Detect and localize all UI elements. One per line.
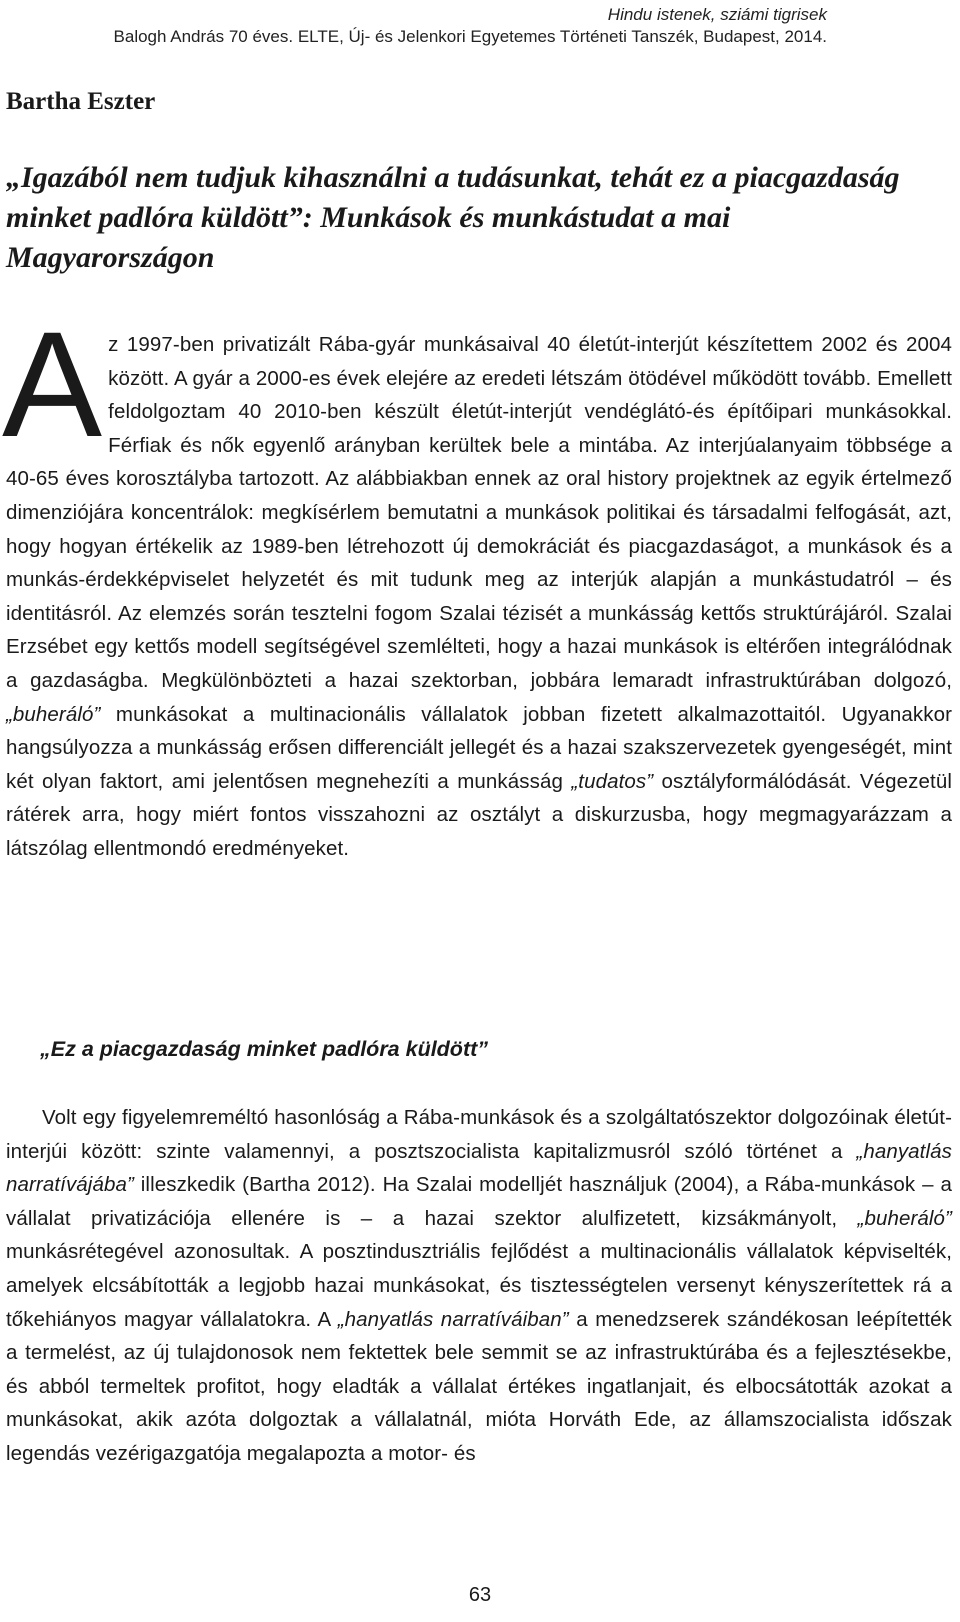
intro-text-1: z 1997-ben privatizált Rába-gyár munkásaival 40 életút-interjút készítettem 2002 és 2004 között. A gyár a 2000-es évek elejére az eredeti létszám ötödével működött tovább. <box>108 333 952 390</box>
running-header <box>27 4 827 48</box>
section-heading: „Ez a piacgazdaság minket padlóra küldött” <box>40 1037 489 1061</box>
page-number: 63 <box>468 1584 492 1606</box>
author-name: Bartha Eszter <box>6 88 156 115</box>
intro-italic-2: „tudatos” <box>571 769 654 793</box>
para-text-3: munkásrétegével azonosultak. A posztindusztriális fejlődést a multinacionális vállalatok képviselték, amelyek elcsábították a legjobb hazai munkásokat, és tisztességtelen versenyt kényszerítettek rá a tőkehiányos magyar vállalatokra. A <box>6 1240 952 1331</box>
para-italic-3: „hanyatlás narratíváiban” <box>337 1307 569 1331</box>
drop-cap: A <box>2 300 103 468</box>
section-paragraph <box>6 1101 952 1471</box>
article-title: „Igazából nem tudjuk kihasználni a tudásunkat, tehát ez a piacgazdaság minket padlóra küldött”: Munkások és munkástudat a mai Magyarországon <box>6 161 900 274</box>
intro-paragraph <box>2 300 952 866</box>
para-text-1: Volt egy figyelemreméltó hasonlóság a Rába-munkások és a szolgáltatószektor dolgozóinak életút-interjúi között: szinte valamennyi, a posztszocialista kapitalizmusról szóló történet a <box>6 1106 952 1163</box>
para-italic-2: „buherálό” <box>857 1206 952 1230</box>
header-publication-info: Balogh András 70 éves. ELTE, Új- és Jelenkori Egyetemes Történeti Tanszék, Budapest, 2014. <box>113 27 827 46</box>
intro-italic-1: „buherálό” <box>6 702 101 726</box>
para-italic-1: „hanyatlás narratívájába” <box>6 1139 952 1197</box>
header-book-title: Hindu istenek, sziámi tigrisek <box>607 5 827 24</box>
para-text-2: illeszkedik (Bartha 2012). Ha Szalai modelljét használjuk (2004), a Rába-munkások – a vállalat privatizációja ellenére is – a hazai szektor alulfizetett, kizsákmányolt, <box>6 1173 952 1230</box>
intro-text-2: Emellett feldolgoztam 40 2010-ben készült életút-interjút vendéglátó-és építőipari munkásokkal. Férfiak és nők egyenlő arányban kerültek bele a mintába. Az interjúalanyaim többsége a 40-65 éves korosztályba tartozott. Az alábbiakban ennek az oral history projektnek az egyik értelmező dimenziójára koncentrálok: megkísérlem bemutatni a munkások politikai és társadalmi felfogását, azt, hogy hogyan értékelik az 1989-ben létrehozott új demokráciát és piacgazdaságot, a munkások és a munkás-érdekképviselet helyzetét és mit tudunk meg az interjúk alapján a munkástudatról – és identitásról. Az elemzés során tesztelni fogom Szalai tézisét a munkásság kettős struktúrájáról. Szalai Erzsébet egy kettős modell segítségével szemlélteti, hogy a hazai munkások is eltérően integrálódnak a gazdaságba. Megkülönbözteti a hazai szektorban, jobbára lemaradt infrastruktúrában dolgozó, <box>6 366 952 692</box>
intro-text-4: osztályformálódását. Végezetül rátérek arra, hogy miért fontos visszahozni az osztályt a diskurzusba, hogy megmagyarázzam a látszólag ellentmondó eredményeket. <box>6 769 952 860</box>
intro-text-3: munkásokat a multinacionális vállalatok jobban fizetett alkalmazottaitól. Ugyanakkor hangsúlyozza a munkásság erősen differenciált jellegét és a hazai szakszervezetek gyengeségét, mint két olyan faktort, ami jelentősen megnehezíti a munkásság <box>6 702 952 793</box>
para-text-4: a menedzserek szándékosan leépítették a termelést, az új tulajdonosok nem fektettek bele semmit se az infrastruktúrába és a fejlesztésekbe, és abból termeltek profitot, hogy eladták a vállalat értékes ingatlanjait, és elbocsátották azokat a munkásokat, akik azóta dolgoztak a vállalatnál, mióta Horváth Ede, az államszocialista időszak legendás vezérigazgatója megalapozta a motor- és <box>6 1307 953 1465</box>
